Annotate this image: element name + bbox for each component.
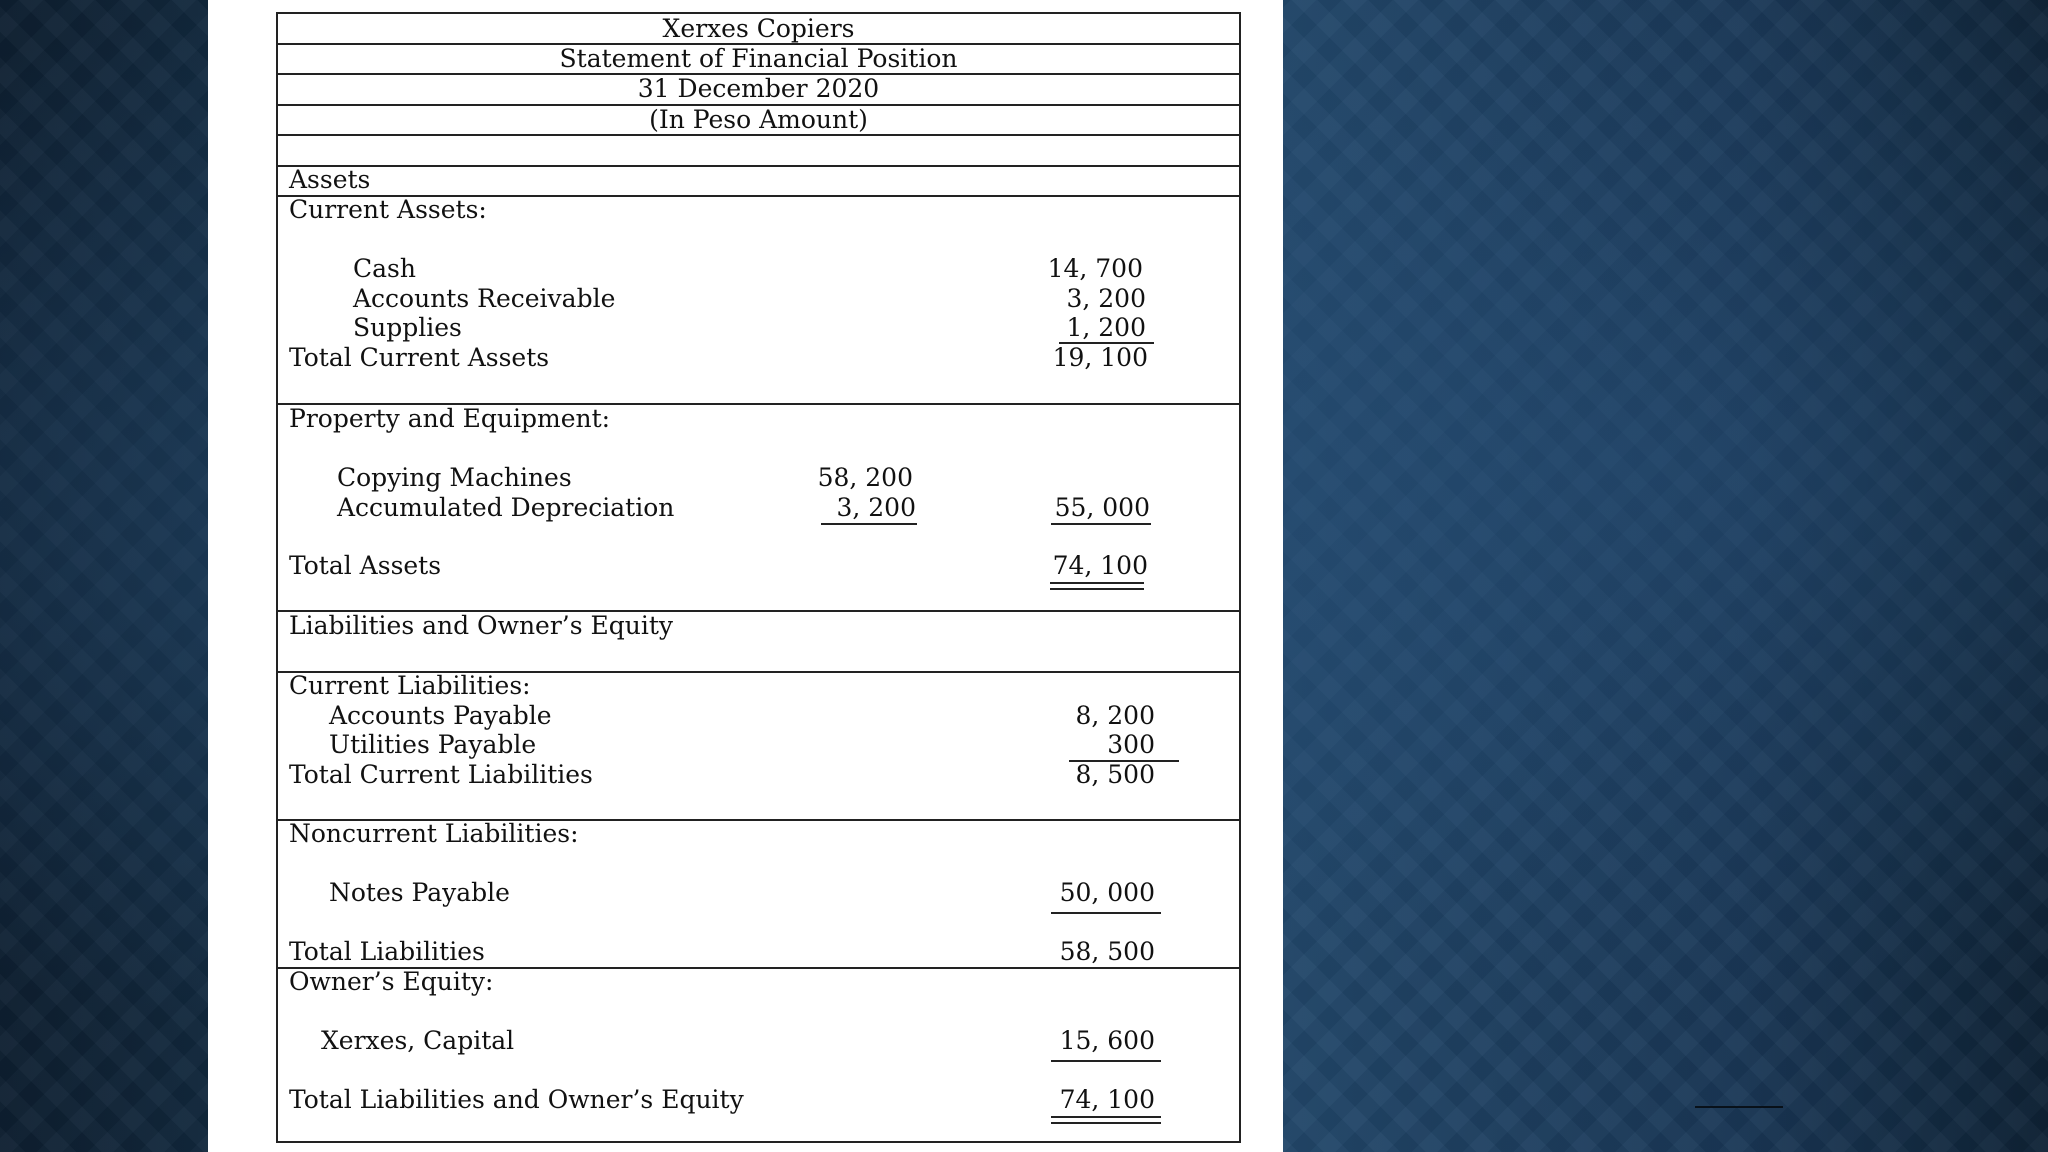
ppe-heading: Property and Equipment: — [289, 404, 611, 433]
total-current-liabilities-label: Total Current Liabilities — [289, 760, 593, 789]
financial-statement-table — [276, 12, 1241, 1143]
total-liabilities-value: 58, 500 — [1059, 937, 1155, 966]
currency-note: (In Peso Amount) — [649, 105, 868, 134]
owners-equity-heading: Owner’s Equity: — [289, 967, 494, 996]
accounts-receivable-value: 3, 200 — [1066, 284, 1146, 313]
underline — [1051, 1060, 1161, 1062]
current-assets-heading: Current Assets: — [289, 195, 487, 224]
total-assets-value: 74, 100 — [1052, 551, 1148, 580]
cash-value: 14, 700 — [1047, 254, 1143, 283]
utilities-payable-label: Utilities Payable — [329, 730, 537, 759]
row-divider — [278, 134, 1239, 136]
statement-title: Statement of Financial Position — [559, 44, 958, 73]
xerxes-capital-label: Xerxes, Capital — [321, 1026, 515, 1055]
double-underline-top — [1050, 582, 1144, 584]
total-assets-label: Total Assets — [289, 551, 442, 580]
noncurrent-liabilities-heading: Noncurrent Liabilities: — [289, 819, 579, 848]
underline — [1051, 523, 1151, 525]
grand-total-label: Total Liabilities and Owner’s Equity — [289, 1085, 744, 1114]
underline — [1051, 912, 1161, 914]
total-current-liabilities-value: 8, 500 — [1075, 760, 1155, 789]
accounts-payable-value: 8, 200 — [1075, 701, 1155, 730]
grand-total-value: 74, 100 — [1059, 1085, 1155, 1114]
ppe-net-value: 55, 000 — [1054, 493, 1150, 522]
notes-payable-label: Notes Payable — [329, 878, 510, 907]
accounts-receivable-label: Accounts Receivable — [353, 284, 616, 313]
total-current-assets-label: Total Current Assets — [289, 343, 550, 372]
xerxes-capital-value: 15, 600 — [1059, 1026, 1155, 1055]
liabilities-equity-heading: Liabilities and Owner’s Equity — [289, 611, 674, 640]
statement-date: 31 December 2020 — [637, 74, 880, 103]
supplies-label: Supplies — [353, 313, 462, 342]
notes-payable-value: 50, 000 — [1059, 878, 1155, 907]
utilities-payable-value: 300 — [1107, 730, 1155, 759]
slide-corner-mark — [1695, 1106, 1783, 1108]
copying-machines-label: Copying Machines — [337, 463, 572, 492]
company-name: Xerxes Copiers — [662, 14, 855, 43]
assets-heading: Assets — [289, 165, 371, 194]
accounts-payable-label: Accounts Payable — [329, 701, 552, 730]
double-underline-bottom — [1051, 1122, 1161, 1124]
underline — [821, 523, 917, 525]
cash-label: Cash — [353, 254, 416, 283]
supplies-value: 1, 200 — [1066, 313, 1146, 342]
accumulated-depreciation-value: 3, 200 — [836, 493, 916, 522]
row-divider — [278, 165, 1239, 167]
double-underline-top — [1051, 1116, 1161, 1118]
current-liabilities-heading: Current Liabilities: — [289, 671, 531, 700]
total-current-assets-value: 19, 100 — [1052, 343, 1148, 372]
copying-machines-value: 58, 200 — [817, 463, 913, 492]
total-liabilities-label: Total Liabilities — [289, 937, 485, 966]
accumulated-depreciation-label: Accumulated Depreciation — [337, 493, 675, 522]
double-underline-bottom — [1050, 588, 1144, 590]
